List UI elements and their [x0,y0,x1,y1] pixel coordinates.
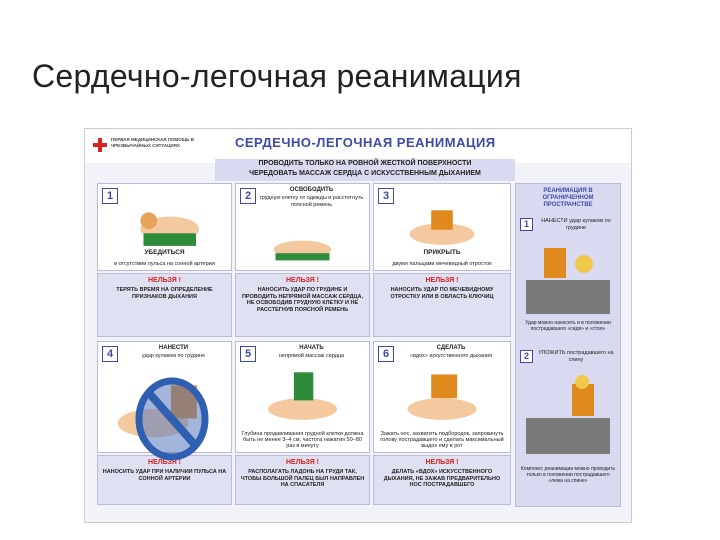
side-note-1: Удар можно наносить и в положении пострадавшего «сидя» и «стоя» [525,320,611,332]
step-text: в отсутствии пульса на сонной артерии [114,261,215,267]
side-note-2: Комплекс реанимации можно проводить только в положении пострадавшего «лежа на спине» [520,466,616,484]
side-step-text: УЛОЖИТЬ пострадавшего на спину [538,350,614,363]
warning-box-6 [373,455,511,505]
side-step-text: НАНЕСТИ удар кулаком по грудине [541,218,611,231]
side-step-1 [520,218,616,231]
side-step-2 [520,350,616,363]
banner-line-1: ПРОВОДИТЬ ТОЛЬКО НА РОВНОЙ ЖЕСТКОЙ ПОВЕРХНОСТИ [258,160,472,167]
prohibition-icon [135,377,209,461]
warning-title: НЕЛЬЗЯ ! [285,459,319,466]
warning-text: ТЕРЯТЬ ВРЕМЯ НА ОПРЕДЕЛЕНИЕ ПРИЗНАКОВ ДЫХАНИЯ [116,287,213,300]
check-pulse-illustration [112,206,217,248]
step-card-1 [97,183,232,271]
step-title: НАЧАТЬ [299,345,324,351]
warning-box-4 [97,455,232,505]
warning-box-1 [97,273,232,337]
step-text: грудную клетку от одежды и расстегнуть поясной ремень [259,195,364,208]
step-note: Зажать нос, захватить подбородок, запрокинуть голову пострадавшего и сделать максимальный выдох ему в рот [380,431,504,449]
step-number: 6 [378,346,394,362]
step-number: 4 [102,346,118,362]
open-chest-illustration [256,228,349,264]
slide-title: Сердечно-легочная реанимация [32,58,522,94]
warning-title: НЕЛЬЗЯ ! [147,277,181,284]
poster-title: СЕРДЕЧНО-ЛЕГОЧНАЯ РЕАНИМАЦИЯ [235,135,496,150]
warning-title: НЕЛЬЗЯ ! [147,459,181,466]
poster-banner [215,159,515,181]
warning-box-5 [235,455,370,505]
warning-title: НЕЛЬЗЯ ! [425,459,459,466]
step-card-3 [373,183,511,271]
step-card-5 [235,341,370,453]
step-title: НАНЕСТИ [158,345,189,351]
warning-title: НЕЛЬЗЯ ! [285,277,319,284]
step-text: удар кулаком по грудине [141,353,206,359]
warning-box-2 [235,273,370,337]
side-step-number: 2 [520,350,533,363]
step-title: УБЕДИТЬСЯ [144,249,185,256]
warning-title: НЕЛЬЗЯ ! [425,277,459,284]
poster-header [85,129,631,163]
step-title: ОСВОБОДИТЬ [289,187,334,193]
step-number: 1 [102,188,118,204]
step-card-2 [235,183,370,271]
step-title: ПРИКРЫТЬ [423,249,461,256]
step-text: «вдох» искусственного дыхания [410,353,492,359]
warning-text: НАНОСИТЬ УДАР ПРИ НАЛИЧИИ ПУЛЬСА НА СОННОЙ АРТЕРИИ [102,469,227,482]
confined-thump-illustration [524,240,612,316]
step-number: 3 [378,188,394,204]
warning-text: НАНОСИТЬ УДАР ПО ГРУДИНЕ И ПРОВОДИТЬ НЕПРЯМОЙ МАССАЖ СЕРДЦА, НЕ ОСВОБОДИВ ГРУДНУЮ КЛЕТКУ И НЕ РАССТЕГНУВ ПОЯСНОЙ РЕМЕНЬ [241,287,364,313]
cover-xiphoid-illustration [388,206,496,249]
step-note: Глубина продавливания грудной клетки должна быть не менее 3–4 см, частота нажатия 50–80 раз в минуту [241,431,364,449]
warning-box-3 [373,273,511,337]
confined-space-panel [515,183,621,507]
side-panel-title: РЕАНИМАЦИЯ В ОГРАНИЧЕННОМ ПРОСТРАНСТВЕ [542,188,594,208]
poster-series-note: ПЕРВАЯ МЕДИЦИНСКАЯ ПОМОЩЬ В ЧРЕЗВЫЧАЙНЫХ СИТУАЦИЯХ [111,137,194,148]
warning-text: ДЕЛАТЬ «ВДОХ» ИСКУССТВЕННОГО ДЫХАНИЯ, НЕ ЗАЖАВ ПРЕДВАРИТЕЛЬНО НОС ПОСТРАДАВШЕГО [383,469,501,488]
step-title: СДЕЛАТЬ [436,345,466,351]
step-text: двумя пальцами мечевидный отросток [392,261,492,267]
chest-compression-illustration [246,368,359,422]
warning-text: РАСПОЛАГАТЬ ЛАДОНЬ НА ГРУДИ ТАК, ЧТОБЫ БОЛЬШОЙ ПАЛЕЦ БЫЛ НАПРАВЛЕН НА СПАСАТЕЛЯ [240,469,365,488]
cpr-poster [84,128,632,523]
red-cross-icon [93,138,107,152]
side-step-number: 1 [520,218,533,231]
step-card-6 [373,341,511,453]
step-number: 5 [240,346,256,362]
banner-line-2: ЧЕРЕДОВАТЬ МАССАЖ СЕРДЦА С ИСКУССТВЕННЫМ ДЫХАНИЕМ [249,170,481,177]
rescue-breath-illustration [384,368,500,422]
step-text: непрямой массаж сердца [278,353,345,359]
warning-text: НАНОСИТЬ УДАР ПО МЕЧЕВИДНОМУ ОТРОСТКУ ИЛИ В ОБЛАСТЬ КЛЮЧИЦ [390,287,494,300]
step-number: 2 [240,188,256,204]
confined-lay-down-illustration [524,374,612,458]
